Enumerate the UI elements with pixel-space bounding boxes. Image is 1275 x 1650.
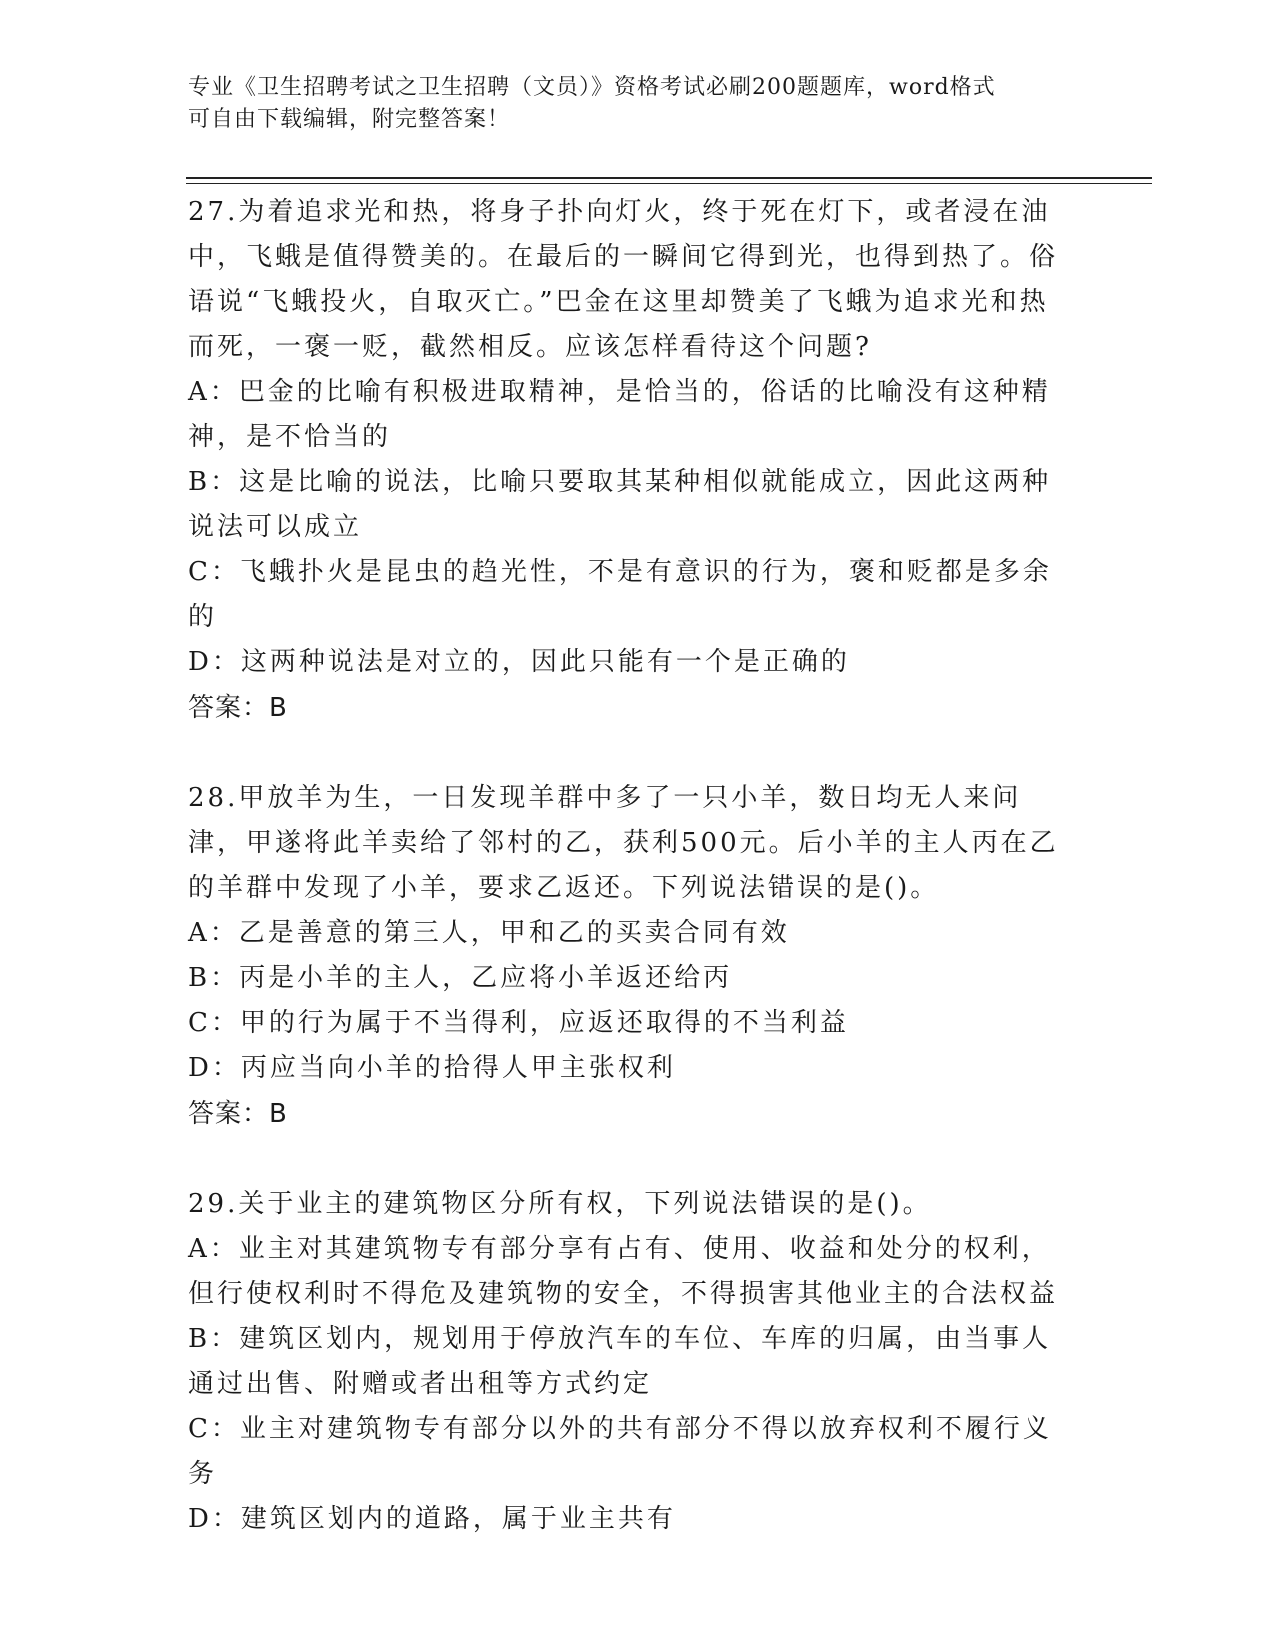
- question-stem: 29.关于业主的建筑物区分所有权，下列说法错误的是()。: [188, 1189, 932, 1219]
- question-27: [188, 190, 1068, 731]
- header-rule-thick: [186, 177, 1152, 179]
- answer-line: 答案：B: [188, 693, 288, 723]
- header-line-1: 专业《卫生招聘考试之卫生招聘（文员）》资格考试必刷200题题库，word格式: [188, 75, 996, 100]
- option-b: B：丙是小羊的主人，乙应将小羊返还给丙: [188, 963, 733, 993]
- header-rule-thin: [186, 183, 1152, 184]
- option-a: A：业主对其建筑物专有部分享有占有、使用、收益和处分的权利，但行使权利时不得危及建筑物的安全，不得损害其他业主的合法权益: [188, 1234, 1059, 1309]
- option-c: C：飞蛾扑火是昆虫的趋光性，不是有意识的行为，褒和贬都是多余的: [188, 557, 1052, 632]
- question-list: [188, 190, 1068, 1587]
- question-29: [188, 1182, 1068, 1542]
- option-b: B：这是比喻的说法，比喻只要取其某种相似就能成立，因此这两种说法可以成立: [188, 467, 1052, 542]
- answer-line: 答案：B: [188, 1099, 288, 1129]
- option-d: D：丙应当向小羊的拾得人甲主张权利: [188, 1053, 676, 1083]
- option-a: A：乙是善意的第三人，甲和乙的买卖合同有效: [188, 918, 790, 948]
- option-a: A：巴金的比喻有积极进取精神，是恰当的，俗话的比喻没有这种精神，是不恰当的: [188, 377, 1051, 452]
- question-28: [188, 776, 1068, 1137]
- question-stem: 27.为着追求光和热，将身子扑向灯火，终于死在灯下，或者浸在油中，飞蛾是值得赞美的。在最后的一瞬间它得到光，也得到热了。俗语说“飞蛾投火，自取灭亡。”巴金在这里却赞美了飞蛾为追求光和热而死，一褒一贬，截然相反。应该怎样看待这个问题?: [188, 197, 1059, 362]
- document-header: [188, 72, 1068, 136]
- header-line-2: 可自由下载编辑，附完整答案！: [188, 107, 511, 132]
- question-stem: 28.甲放羊为生，一日发现羊群中多了一只小羊，数日均无人来问津，甲遂将此羊卖给了邻村的乙，获利500元。后小羊的主人丙在乙的羊群中发现了小羊，要求乙返还。下列说法错误的是()。: [188, 783, 1059, 903]
- option-d: D：建筑区划内的道路，属于业主共有: [188, 1504, 676, 1534]
- option-b: B：建筑区划内，规划用于停放汽车的车位、车库的归属，由当事人通过出售、附赠或者出租等方式约定: [188, 1324, 1052, 1399]
- option-c: C：甲的行为属于不当得利，应返还取得的不当利益: [188, 1008, 849, 1038]
- option-d: D：这两种说法是对立的，因此只能有一个是正确的: [188, 647, 850, 677]
- option-c: C：业主对建筑物专有部分以外的共有部分不得以放弃权利不履行义务: [188, 1414, 1052, 1489]
